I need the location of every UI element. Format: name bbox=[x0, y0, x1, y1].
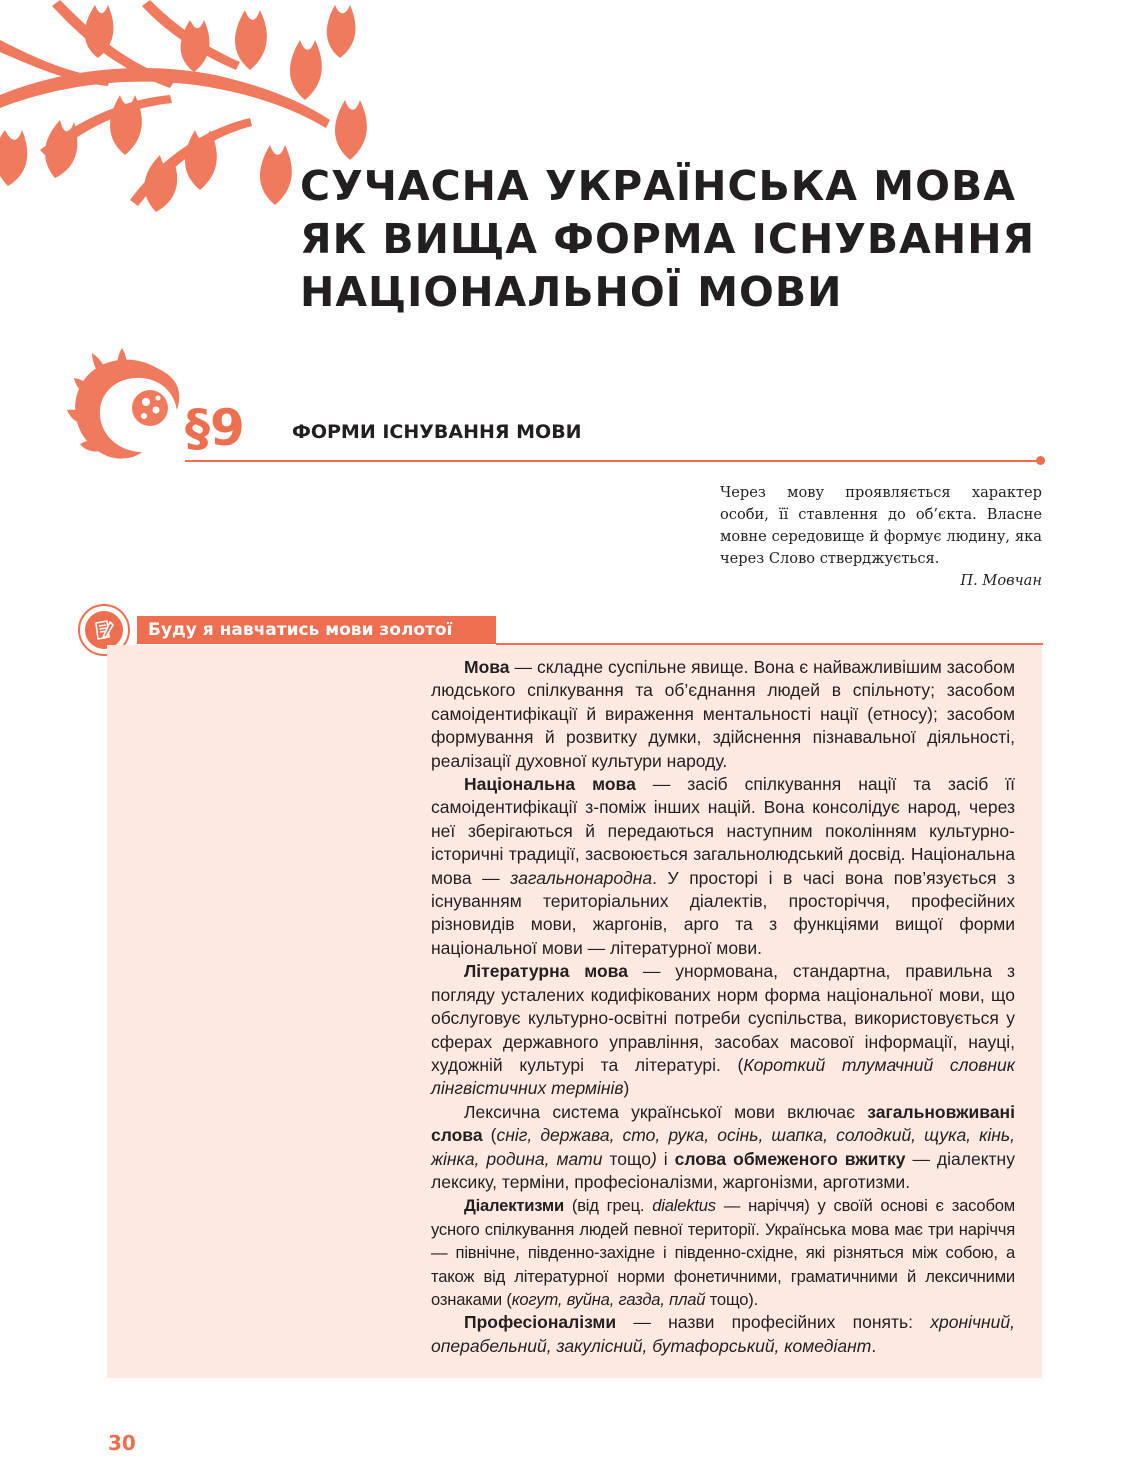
text-run: — наріччя) у своїй основі є засобом усного спілкування людей певної території. Українська мова має три наріччя — північне, південно-західне і південно-східне, які різняться між собою, а також від літературної норми фонетичними, граматичними й лексичними ознаками ( bbox=[431, 1196, 1016, 1309]
chapter-title-line: СУЧАСНА УКРАЇНСЬКА МОВА bbox=[300, 162, 1016, 210]
text-italic: хронічний, операбельний, закулісний, бутафорський, комедіант bbox=[431, 1312, 1015, 1356]
content-paragraph bbox=[431, 960, 1015, 1100]
epigraph-author: П. Мовчан bbox=[960, 572, 1042, 589]
text-italic: dialektus bbox=[652, 1196, 716, 1216]
text-run: (від грец. bbox=[563, 1196, 653, 1216]
section-ornament bbox=[62, 348, 197, 468]
rubric-heading: Буду я навчатись мови золотої bbox=[137, 616, 496, 644]
text-run: — засіб спілкування нації та засіб її самоідентифікації з-поміж інших націй. Вона консолідує народ, через неї зберігаються й передаються наступним поколінням культурно-історичні традиції, засвоюється загальнолюдський досвід. Національна мова — bbox=[431, 774, 1016, 888]
text-italic: когут, вуйна, газда, плай bbox=[511, 1289, 706, 1309]
content-paragraph bbox=[431, 656, 1015, 773]
text-run: ) bbox=[623, 1078, 630, 1099]
content-text bbox=[431, 656, 1015, 1358]
text-italic: ) bbox=[650, 1148, 657, 1169]
term-bold: слова обмеженого вжитку bbox=[674, 1148, 906, 1169]
text-run: і bbox=[656, 1148, 675, 1169]
text-run: тощо bbox=[602, 1148, 651, 1169]
chapter-title-line: ЯК ВИЩА ФОРМА ІСНУВАННЯ bbox=[300, 215, 1036, 263]
epigraph bbox=[720, 482, 1042, 592]
text-run: тощо). bbox=[705, 1289, 758, 1309]
text-run: — складне суспільне явище. Вона є найважливішим засобом людського спілкування та об’єднання людей в спільноту; засобом самоідентифікації й вираження ментальності нації (етносу); засобом формування й розвитку думки, здійснення пізнавальної діяльності, реалізації духовної культури народу. bbox=[431, 657, 1015, 771]
chapter-title bbox=[300, 160, 1060, 319]
text-run: ( bbox=[482, 1125, 497, 1146]
section-title: ФОРМИ ІСНУВАННЯ МОВИ bbox=[292, 421, 582, 443]
notebook-pen-icon bbox=[91, 617, 117, 643]
text-run: — діалектну лексику, терміни, професіоналізми, жаргонізми, арготизми. bbox=[431, 1148, 1015, 1192]
text-run: — назви професійних понять: bbox=[616, 1312, 931, 1333]
term-bold: загальновживані слова bbox=[431, 1101, 1015, 1146]
text-italic: Короткий тлумачний словник лінгвістичних термінів bbox=[431, 1054, 1016, 1099]
term-bold: Діалектизми bbox=[464, 1196, 564, 1216]
text-run: . bbox=[871, 1335, 877, 1356]
section-divider bbox=[185, 460, 1040, 462]
term-bold: Професіоналізми bbox=[464, 1312, 617, 1333]
text-run: Лексична система української мови включає bbox=[464, 1101, 868, 1122]
chapter-title-line: НАЦІОНАЛЬНОЇ МОВИ bbox=[300, 268, 843, 316]
term-bold: Мова bbox=[464, 657, 510, 677]
content-paragraph bbox=[431, 1311, 1015, 1358]
epigraph-text: Через мову проявляється характер особи, її ставлення до об’єкта. Власне мовне середовище й формує людину, яка через Слово стверджується. bbox=[720, 484, 1042, 567]
text-run: . У просторі і в часі вона пов’язується з існуванням територіальних діалектів, просторіччя, професійних різновидів мови, жаргонів, арго та з функціями вищої форми національної мови — літературної мови. bbox=[431, 867, 1015, 958]
content-paragraph bbox=[431, 773, 1015, 960]
section-divider-dot bbox=[1036, 456, 1045, 465]
text-italic: загальнонародна bbox=[510, 867, 653, 888]
content-paragraph bbox=[431, 1194, 1015, 1311]
term-bold: Літературна мова bbox=[464, 961, 628, 982]
page-number: 30 bbox=[108, 1431, 136, 1455]
section-number: §9 bbox=[185, 399, 245, 457]
content-paragraph bbox=[431, 1101, 1015, 1195]
text-run: — унормована, стандартна, правильна з погляду усталених кодифікованих норм форма національної мови, що обслуговує культурно-освітні потреби суспільства, використовується у сферах державного управління, засобах масової інформації, науці, художній культурі та літературі. ( bbox=[431, 961, 1015, 1075]
text-italic: сніг, держава, сто, рука, осінь, шапка, солодкий, щука, кінь, жінка, родина, мати bbox=[431, 1125, 1015, 1169]
term-bold: Національна мова bbox=[464, 774, 636, 795]
